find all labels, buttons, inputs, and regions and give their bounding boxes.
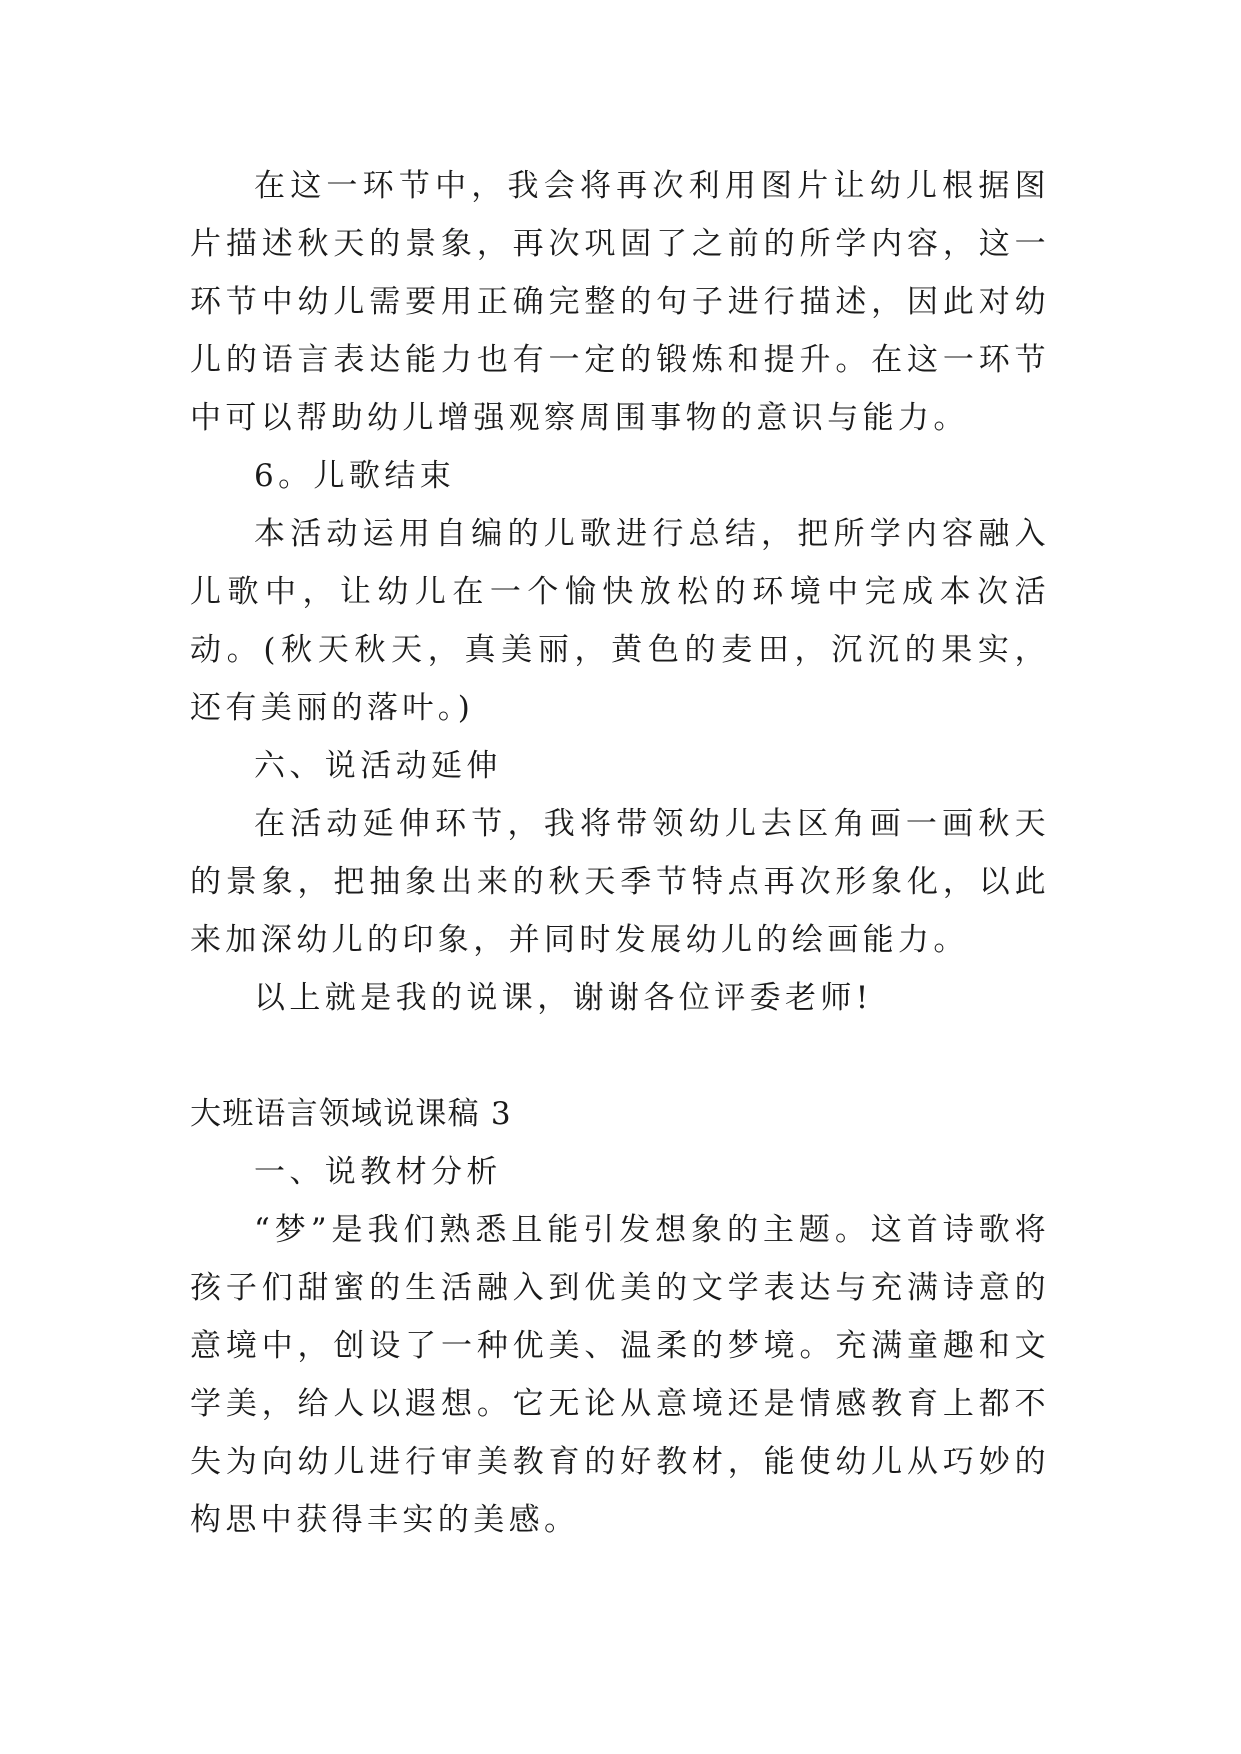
paragraph-picture-description: 在这一环节中，我会将再次利用图片让幼儿根据图片描述秋天的景象，再次巩固了之前的所学内容，这一环节中幼儿需要用正确完整的句子进行描述，因此对幼儿的语言表达能力也有一定的锻炼和提升。在这一环节中可以帮助幼儿增强观察周围事物的意识与能力。 bbox=[190, 168, 1050, 436]
paragraph-song-summary: 本活动运用自编的儿歌进行总结，把所学内容融入儿歌中，让幼儿在一个愉快放松的环境中完成本次活动。(秋天秋天，真美丽，黄色的麦田，沉沉的果实，还有美丽的落叶。) bbox=[190, 516, 1050, 726]
paragraph-activity-extension: 在活动延伸环节，我将带领幼儿去区角画一画秋天的景象，把抽象出来的秋天季节特点再次形象化，以此来加深幼儿的印象，并同时发展幼儿的绘画能力。 bbox=[190, 806, 1050, 958]
paragraph-closing-thanks: 以上就是我的说课，谢谢各位评委老师! bbox=[254, 980, 873, 1016]
step-heading-song-ending: 6。儿歌结束 bbox=[254, 458, 456, 494]
document-title: 大班语言领域说课稿 3 bbox=[190, 1096, 512, 1132]
paragraph-material-analysis: “梦”是我们熟悉且能引发想象的主题。这首诗歌将孩子们甜蜜的生活融入到优美的文学表达与充满诗意的意境中，创设了一种优美、温柔的梦境。充满童趣和文学美，给人以遐想。它无论从意境还是情感教育上都不失为向幼儿进行审美教育的好教材，能使幼儿从巧妙的构思中获得丰实的美感。 bbox=[190, 1212, 1050, 1538]
section-heading-material-analysis: 一、说教材分析 bbox=[254, 1154, 502, 1190]
section-heading-activity-extension: 六、说活动延伸 bbox=[254, 748, 502, 784]
